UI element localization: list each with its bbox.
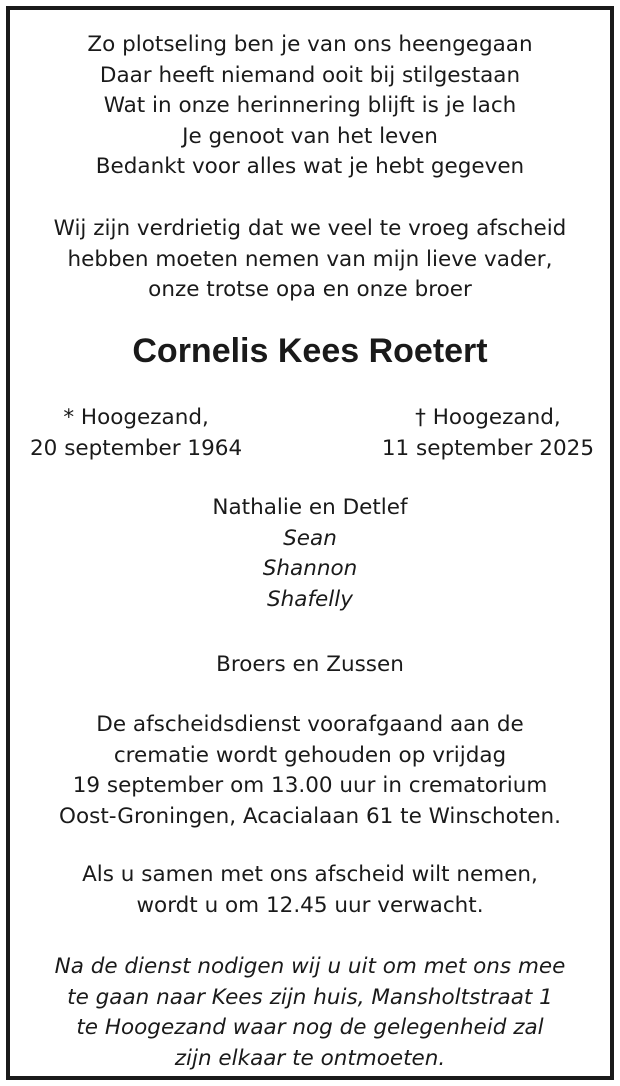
closing-invitation	[10, 952, 610, 1074]
grandchild-name: Shannon	[262, 556, 358, 581]
family-parents: Nathalie en Detlef	[212, 495, 408, 520]
obituary-notice	[6, 6, 614, 1080]
service-line: crematie wordt gehouden op vrijdag	[113, 742, 507, 768]
closing-line: te gaan naar Kees zijn huis, Mansholtstraat 1	[67, 984, 553, 1010]
grandchild-name: Shafelly	[267, 586, 353, 612]
service-details	[10, 710, 610, 832]
closing-line: te Hoogezand waar nog de gelegenheid zal	[76, 1015, 544, 1040]
family-list	[10, 493, 610, 615]
intro-line: hebben moeten nemen van mijn lieve vader,	[67, 246, 553, 272]
service-line: Oost-Groningen, Acacialaan 61 te Winschoten.	[59, 803, 561, 829]
birth-date: 20 september 1964	[30, 435, 243, 461]
arrival-details	[10, 860, 610, 921]
closing-line: Na de dienst nodigen wij u uit om met ons mee	[54, 954, 566, 979]
poem-line: Zo plotseling ben je van ons heengegaan	[87, 32, 533, 57]
birth-place: * Hoogezand,	[63, 405, 209, 430]
death-date: 11 september 2025	[381, 435, 594, 461]
deceased-name: Cornelis Kees Roetert	[132, 332, 488, 370]
death-place: † Hoogezand,	[415, 405, 561, 430]
siblings	[10, 650, 610, 681]
death-info	[382, 403, 594, 464]
memorial-poem	[10, 30, 610, 183]
grandchild-name: Sean	[283, 525, 337, 551]
birth-info	[30, 403, 242, 464]
arrival-line: wordt u om 12.45 uur verwacht.	[136, 892, 484, 918]
intro-line: Wij zijn verdrietig dat we veel te vroeg afscheid	[53, 216, 567, 241]
intro-line: onze trotse opa en onze broer	[148, 277, 472, 302]
service-line: 19 september om 13.00 uur in crematorium	[72, 773, 548, 798]
announcement-intro	[10, 214, 610, 306]
siblings-line: Broers en Zussen	[216, 652, 404, 677]
poem-line: Daar heeft niemand ooit bij stilgestaan	[99, 62, 521, 88]
service-line: De afscheidsdienst voorafgaand aan de	[96, 712, 524, 737]
poem-line: Bedankt voor alles wat je hebt gegeven	[95, 154, 525, 179]
poem-line: Wat in onze herinnering blijft is je lach	[103, 93, 517, 118]
closing-line: zijn elkaar te ontmoeten.	[174, 1045, 446, 1071]
arrival-line: Als u samen met ons afscheid wilt nemen,	[82, 862, 538, 887]
poem-line: Je genoot van het leven	[182, 123, 438, 149]
